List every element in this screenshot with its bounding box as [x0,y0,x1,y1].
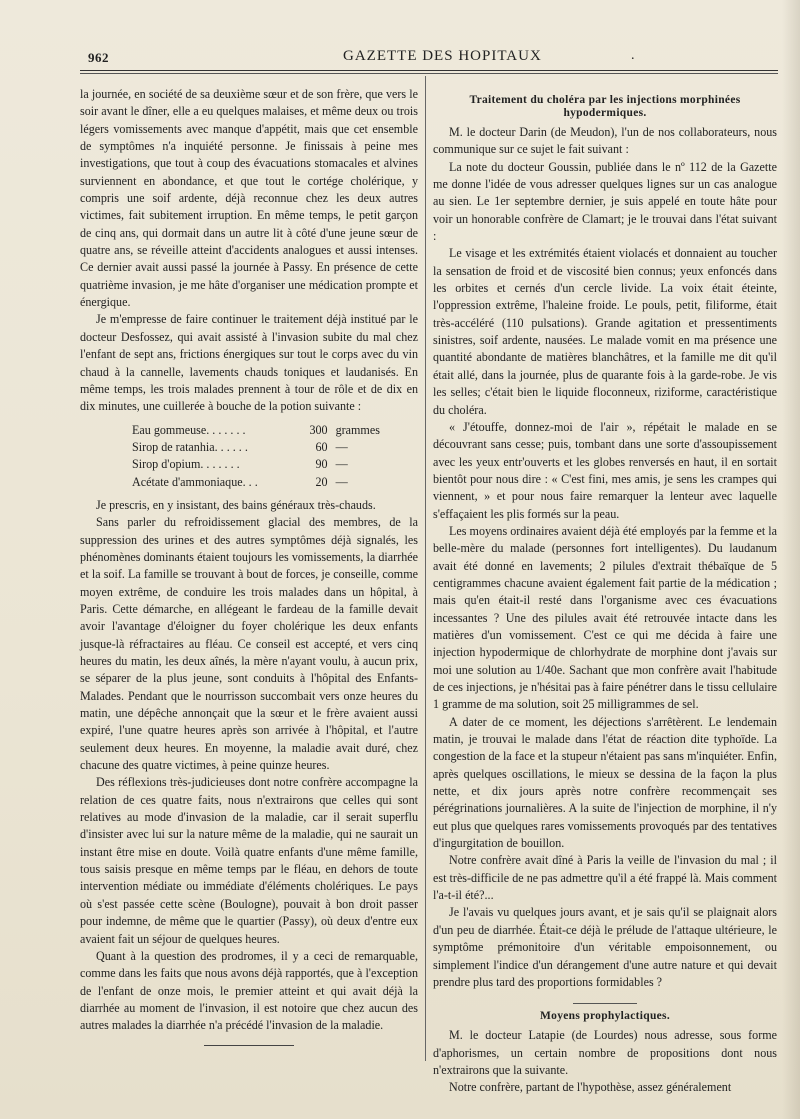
paragraph: Sans parler du refroidissement glacial des membres, de la suppression des urines et des autres symptômes déjà signalés, les phénomènes dominants étaient toujours les vomissements, la diarrhée et la soif. La famille se trouvant à bout de forces, je conseille, comme moyen extrême, de conduire les trois malades dans un hôpital, à Paris. Cette démarche, en allégeant le fardeau de la famille devait avoir l'avantage d'éloigner du foyer cholérique les deux enfants jusque-là réfractaires au fléau. Ce conseil est accepté, et vers cinq heures du matin, les deux aînés, la mère n'ayant voulu, à aucun prix, se séparer de la plus jeune, sont conduits à l'hôpital des Enfants-Malades. Pendant que le nourrisson succombait vers onze heures du matin, une dépêche annonçait que la sœur et le frère avaient aussi expiré, l'une quatre heures après son arrivée à l'hôpital, et l'autre seulement deux heures. En moyenne, la maladie avait duré, chez chacune des quatre victimes, à peine quinze heures. [80,515,418,773]
paragraph: A dater de ce moment, les déjections s'arrêtèrent. Le lendemain matin, je trouvai le malade dans l'état de réaction dite typhoïde. La congestion de la face et la stupeur n'étaient pas sans m'inquiéter. Enfin, après quelques oscillations, le mieux se dessina de la façon la plus nette, et dix jours après notre confrère recommençait ses pérégrinations journalières. A la suite de l'injection de morphine, il n'y eut plus que quelques rares vomissements provoqués par des tentatives d'ingurgitation de bouillon. [433,714,777,851]
formula-quantity: 60 [315,439,328,454]
formula-unit: — [335,439,348,454]
formula-ingredient: Eau gommeuse. . . . . . . [132,422,246,437]
formula-row [132,456,392,473]
paragraph: Des réflexions très-judicieuses dont notre confrère accompagne la relation de ces quatre faits, nous n'extrairons que celles qui sont relatives au mode d'invasion de la maladie, car il serait superflu d'insister avec lui sur la nature même de la maladie, qui ne saurait un instant être mise en doute. Voilà quatre enfants d'une même famille, tous saisis presque en même temps par le fléau, en dehors de toute intervention médiate ou immédiate d'éléments cholériques. Le pays où s'est passée cette scène (Boulogne), pouvait à bon droit passer pour indemne, de même que le quartier (Passy), où deux d'entre eux avaient fait un séjour de quelques heures. [80,775,418,946]
paragraph: « J'étouffe, donnez-moi de l'air », répétait le malade en se découvrant sans cesse; puis, tombant dans une sorte d'assoupissement avec les yeux entr'ouverts et les globes renversés en haut, il en sortait bientôt pour nous dire : « C'est fini, mes amis, je sens les crampes qui viennent, » et pour nous faire remarquer la lenteur avec laquelle s'effaçaient les plis formés sur la peau. [433,419,777,521]
paragraph: Je prescris, en y insistant, des bains généraux très-chauds. [96,497,376,512]
formula-unit: — [335,457,348,472]
header-rule [80,70,778,74]
formula-row [132,422,392,439]
formula-quantity: 20 [315,474,328,489]
header-dot: . [631,48,635,63]
paragraph: Notre confrère avait dîné à Paris la veille de l'invasion du mal ; il est très-difficile de ne pas admettre qu'il a été frappé là. Mais comment l'a-t-il été?... [433,853,777,903]
paragraph: Je m'empresse de faire continuer le traitement déjà institué par le docteur Desfossez, qui avait assisté à l'invasion subite du mal chez l'enfant de sept ans, frictions énergiques sur tout le corps avec du vin chaud à la cannelle, lavements chauds toniques et laudanisés. En même temps, les trois malades prennent à tour de rôle et de dix en dix minutes, une cuillerée à bouche de la potion suivante : [80,312,418,414]
formula-ingredient: Acétate d'ammoniaque. . . [132,474,258,489]
page-number: 962 [88,50,109,65]
formula-quantity: 300 [309,422,328,437]
formula-ingredient: Sirop d'opium. . . . . . . [132,457,240,472]
formula-unit: — [335,474,348,489]
column-divider [425,76,426,1061]
paragraph: Notre confrère, partant de l'hypothèse, assez généralement [449,1080,732,1095]
scan-shadow [782,0,800,1119]
prescription-formula [132,422,392,491]
article-end-rule [204,1045,294,1046]
paragraph: Quant à la question des prodromes, il y a ceci de remarquable, comme dans les faits que nous avons déjà rapportés, que à l'exception de l'enfant de onze mois, le premier atteint et qui avait déjà la diarrhée au moment de l'invasion, il est notoire que chez aucun des autres malades la diarrhée n'a précédé l'invasion de la maladie. [80,948,418,1033]
section-title: Moyens prophylactiques. [539,1010,670,1023]
paragraph: La note du docteur Goussin, publiée dans le nº 112 de la Gazette me donne l'idée de vous adresser quelques lignes sur un cas analogue au sien. Le 1er septembre dernier, je suis appelé en toute hâte pour voir un honorable confrère de Clamart; je le trouvai dans l'état suivant : [433,159,777,244]
formula-quantity: 90 [315,457,328,472]
paragraph: Le visage et les extrémités étaient violacés et donnaient au toucher la sensation de froid et de viscosité bien connus; yeux enfoncés dans les orbites et cernés d'un cercle livide. La voix était éteinte, l'oppression extrême, l'haleine froide. Le pouls, petit, filiforme, était très-accéléré (110 pulsations). Grande agitation et pressentiments sinistres, soif ardente, nausées. Le malade vomit en ma présence une quantité abondante de matières blanchâtres, et la famille me dit qu'il était allé, dans la journée, plus de quarante fois à la garde-robe. Je vis les selles; c'était bien le liquide floconneux, riziforme, caractéristique du choléra. [433,246,777,417]
journal-title: GAZETTE DES HOPITAUX [343,48,542,64]
right-column [433,94,777,1097]
section-rule [573,1003,637,1004]
section-title: Traitement du choléra par les injections morphinées hypodermiques. [469,94,741,119]
page-header [88,48,778,66]
left-column [80,86,418,1046]
paragraph: M. le docteur Latapie (de Lourdes) nous adresse, sous forme d'aphorismes, un certain nombre de propositions dont nous n'extrairons que la suivante. [433,1028,777,1077]
formula-row [132,474,392,491]
formula-unit: grammes [335,422,380,437]
formula-ingredient: Sirop de ratanhia. . . . . . [132,439,248,454]
formula-row [132,439,392,456]
paragraph: M. le docteur Darin (de Meudon), l'un de nos collaborateurs, nous communique sur ce sujet le fait suivant : [433,125,777,157]
section-gap [433,991,777,1003]
paragraph: Je l'avais vu quelques jours avant, et je sais qu'il se plaignait alors d'un peu de diarrhée. Était-ce déjà le prélude de l'attaque ultérieure, le symptôme prémonitoire d'un véritable empoisonnement, ou simplement l'indice d'un dérangement d'une autre nature et qui devait prendre plus tard des proportions formidables ? [433,905,777,989]
paragraph: Les moyens ordinaires avaient déjà été employés par la femme et la belle-mère du malade (personnes fort intelligentes). Du laudanum avait été donné en lavements; 2 pilules d'extrait thébaïque de 5 centigrammes chacune avaient également fait partie de la médication ; mais qu'en était-il resté dans l'organisme avec ces évacuations incessantes ? Une des pilules avait été retrouvée intacte dans les matières d'un vomissement. C'est ce qui me décida à faire une injection hypodermique de chlorhydrate de morphine dont j'avais sur moi une solution au 1/40e. Sachant que mon confrère avait l'habitude de ces injections, je n'hésitai pas à faire pénétrer dans le tissu cellulaire 1 gramme de ma solution, soit 25 milligrammes de sel. [433,523,777,712]
paragraph: la journée, en société de sa deuxième sœur et de son frère, que vers le soir avant le dîner, elle a eu quelques malaises, et même deux ou trois légers vomissements avec manque d'appétit, mais que cet ensemble de symptômes n'a inquiété personne. Je finissais à peine mes investigations, que tout à coup des évacuations stomacales et alvines surviennent en abondance, et que tout le cortége cholérique, y compris une soif ardente, déjà reconnue chez les deux autres victimes, fait subitement irruption. En même temps, le petit garçon de cinq ans, qui dormait dans un autre lit à côté d'une jeune sœur de quatre ans, se réveille atteint d'accidents analogues et aussi intenses. Ce dernier avait aussi passé la journée à Passy. En présence de cette quatrième invasion, je me hâte d'organiser une médication prompte et énergique. [80,87,418,310]
